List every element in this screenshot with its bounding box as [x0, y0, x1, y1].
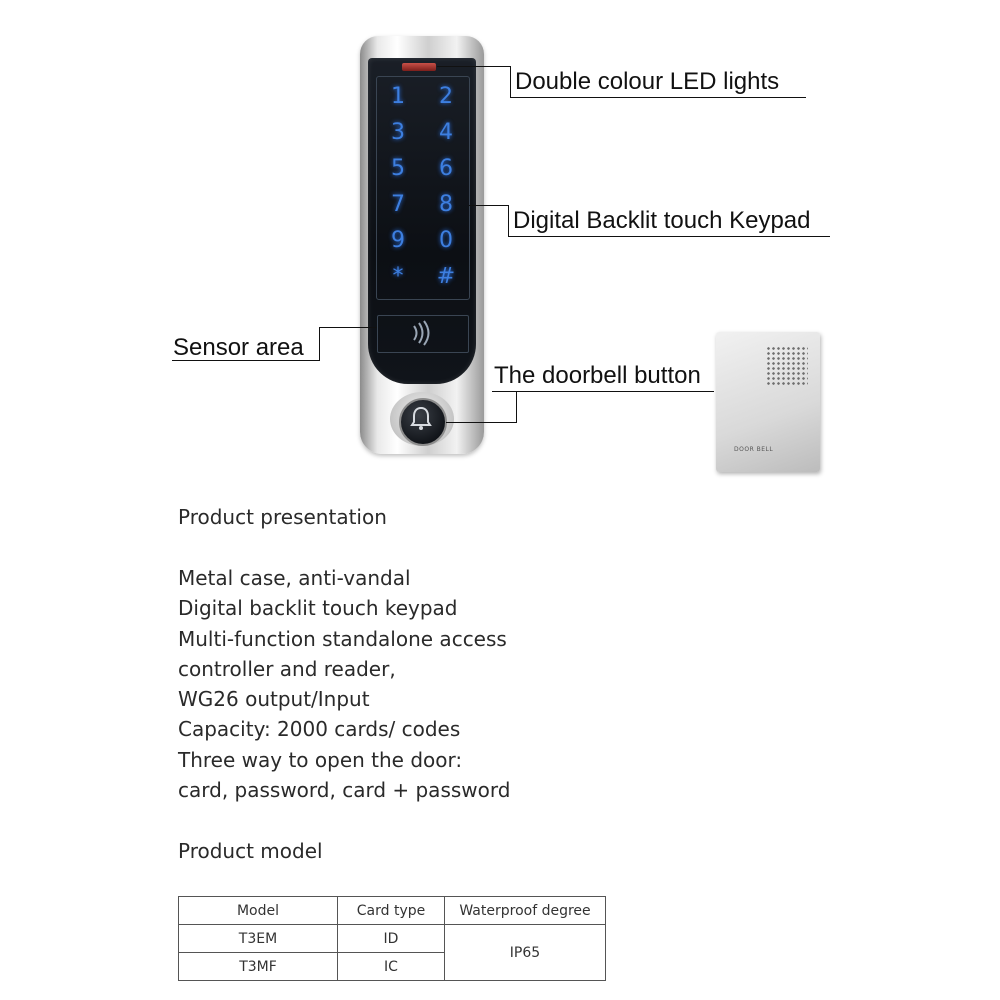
- doorbell-callout-label: The doorbell button: [494, 362, 701, 389]
- cell-card-type: ID: [338, 925, 445, 953]
- sensor-callout-bracket: [319, 327, 320, 361]
- feature-line: card, password, card + password: [178, 778, 511, 803]
- nfc-wave-icon: [404, 320, 438, 346]
- feature-line: Capacity: 2000 cards/ codes: [178, 717, 461, 742]
- keypad-callout-underline: [508, 236, 830, 237]
- product-model-table: [178, 896, 606, 981]
- feature-line: Metal case, anti-vandal: [178, 566, 411, 590]
- doorbell-callout-line: [446, 422, 517, 423]
- feature-line: controller and reader,: [178, 656, 396, 681]
- key-9[interactable]: 9: [391, 228, 405, 253]
- sensor-callout-line: [319, 327, 377, 328]
- bell-icon: [409, 404, 433, 432]
- led-callout-bracket: [510, 66, 511, 98]
- led-callout-label: Double colour LED lights: [515, 68, 780, 95]
- led-light-indicator: [402, 63, 436, 71]
- keypad-callout-bracket: [508, 205, 509, 237]
- key-4[interactable]: 4: [439, 120, 453, 145]
- sensor-callout-label: Sensor area: [173, 334, 304, 361]
- led-callout-line: [437, 66, 510, 67]
- speaker-grille: [766, 346, 808, 386]
- key-1[interactable]: 1: [391, 84, 405, 109]
- key-6[interactable]: 6: [439, 156, 453, 181]
- feature-line: Multi-function standalone access: [178, 626, 507, 651]
- header-model: Model: [179, 897, 338, 925]
- key-5[interactable]: 5: [391, 156, 405, 181]
- presentation-description: [178, 563, 510, 805]
- keypad-area: [376, 76, 470, 300]
- header-card-type: Card type: [338, 897, 445, 925]
- cell-model: T3MF: [179, 953, 338, 981]
- door-bell-label: DOOR BELL: [734, 446, 774, 453]
- cell-card-type: IC: [338, 953, 445, 981]
- cell-model: T3EM: [179, 925, 338, 953]
- table-row: [179, 925, 606, 953]
- led-callout-underline: [510, 97, 806, 98]
- key-star[interactable]: *: [392, 264, 404, 289]
- key-2[interactable]: 2: [439, 84, 453, 109]
- doorbell-callout-underline: [492, 391, 714, 392]
- doorbell-callout-bracket: [516, 391, 517, 423]
- header-waterproof: Waterproof degree: [445, 897, 606, 925]
- feature-line: WG26 output/Input: [178, 687, 370, 712]
- keypad-callout-label: Digital Backlit touch Keypad: [513, 207, 811, 234]
- keypad-callout-line: [469, 205, 509, 206]
- key-7[interactable]: 7: [391, 192, 405, 217]
- feature-line: Digital backlit touch keypad: [178, 596, 458, 621]
- presentation-title: Product presentation: [178, 505, 387, 529]
- key-8[interactable]: 8: [439, 192, 453, 217]
- key-0[interactable]: 0: [439, 228, 453, 253]
- key-hash[interactable]: #: [436, 264, 456, 289]
- feature-line: Three way to open the door:: [178, 747, 463, 772]
- key-3[interactable]: 3: [391, 120, 405, 145]
- model-title: Product model: [178, 839, 323, 863]
- table-header-row: [179, 897, 606, 925]
- cell-waterproof: IP65: [445, 925, 606, 981]
